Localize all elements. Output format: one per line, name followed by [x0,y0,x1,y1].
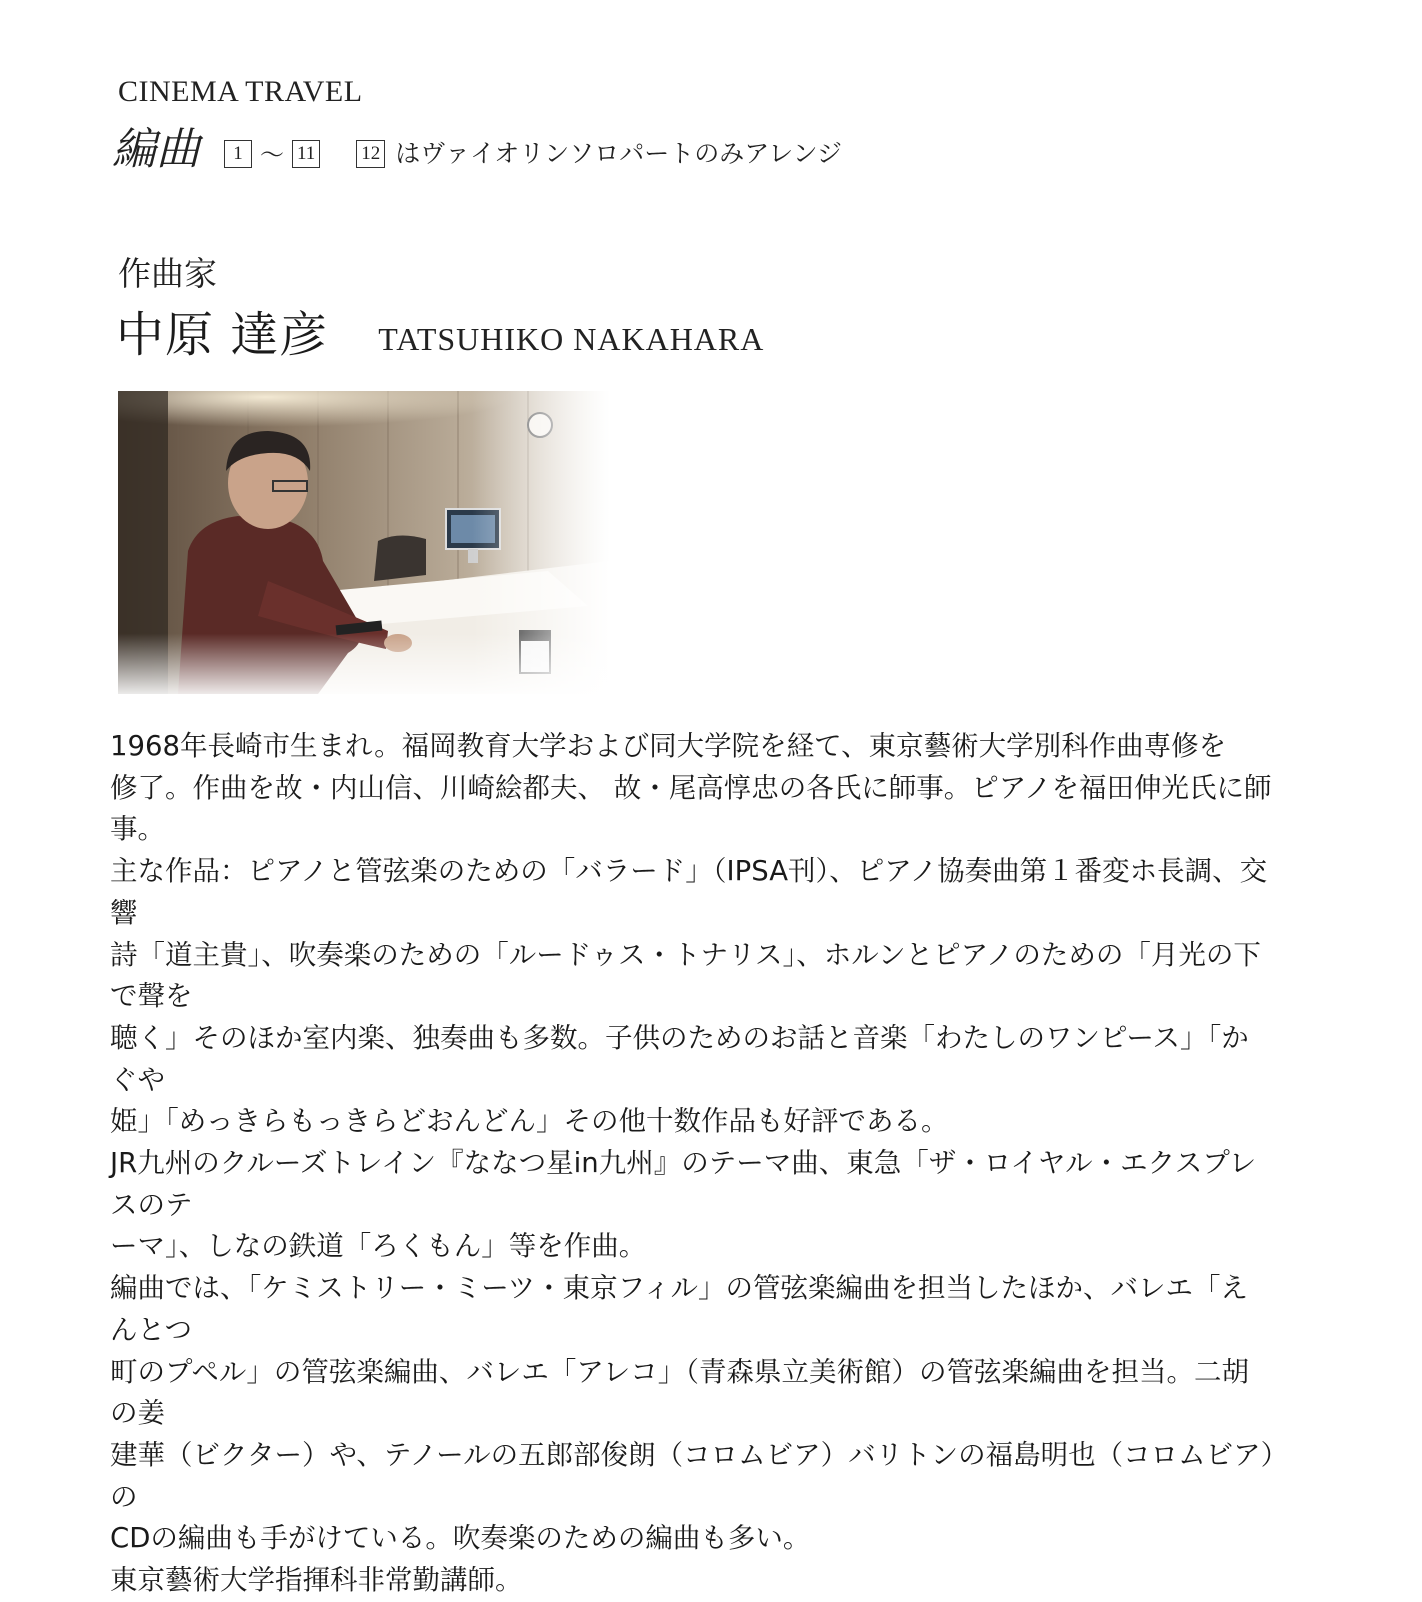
header-label: CINEMA TRAVEL [118,75,363,108]
arrangement-line [112,124,842,176]
bio-paragraph: 編曲では、「ケミストリー・ミーツ・東京フィル」の管弦楽編曲を担当したほか、バレエ「えんとつ 町のプペル」の管弦楽編曲、バレエ「アレコ」（青森県立美術館）の管弦楽編曲を担当。二胡の姜 建華（ビクター）や、テノールの五郎部俊朗（コロムビア）バリトンの福島明也（コロムビア）の CDの編曲も手がけている。吹奏楽のための編曲も多い。 [110,1272,1275,1555]
track-range-end-badge: 11 [292,140,320,168]
bio-paragraph: JR九州のクルーズトレイン『ななつ星in九州』のテーマ曲、東急「ザ・ロイヤル・エクスプレスのテ ーマ」、しなの鉄道「ろくもん」等を作曲。 [110,1147,1257,1263]
portrait-photo-icon [118,391,610,694]
composer-name [116,304,764,366]
bio-paragraph: 主な作品：ピアノと管弦楽のための「バラード」（IPSA刊）、ピアノ協奏曲第１番変ホ長調、交響 詩「道主貴」、吹奏楽のための「ルードゥス・トナリス」、ホルンとピアノのための「月光の下で聲を 聴く」そのほか室内楽、独奏曲も多数。子供のためのお話と音楽「わたしのワンピース」「かぐや 姫」「めっきらもっきらどおんどん」その他十数作品も好評である。 [110,855,1268,1138]
bio-paragraph: 東京藝術大学指揮科非常勤講師。 [110,1564,523,1597]
composer-name-en: TATSUHIKO NAKAHARA [378,321,765,357]
arrangement-note: はヴァイオリンソロパートのみアレンジ [395,139,843,168]
composer-name-ja: 中原 達彦 [116,307,329,363]
composer-role: 作曲家 [118,254,217,293]
track-range-start-badge: 1 [224,140,252,168]
composer-photo [118,391,610,694]
bio-paragraph: 1968年長崎市生まれ。福岡教育大学および同大学院を経て、東京藝術大学別科作曲専修を 修了。作曲を故・内山信、川崎絵都夫、 故・尾高惇忠の各氏に師事。ピアノを福田伸光氏に師 事。 [110,730,1272,846]
composer-biography [110,726,1275,1602]
arrangement-title: 編曲 [112,124,200,175]
track-note-badge: 12 [356,140,385,168]
range-tilde: 〜 [260,141,284,169]
